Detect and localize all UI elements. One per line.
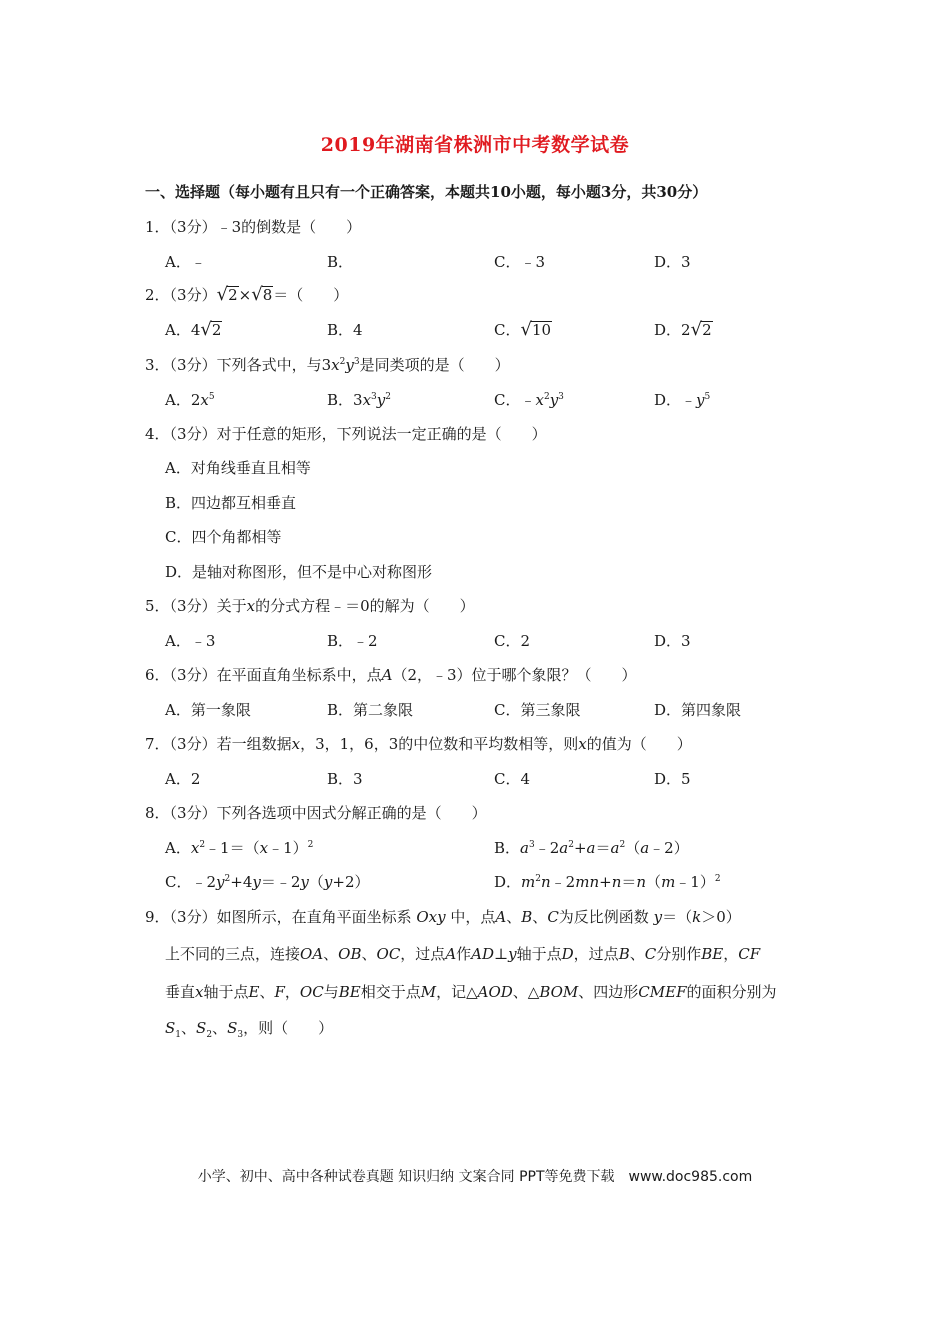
question-4-stem: 4．（3分）对于任意的矩形，下列说法一定正确的是（ ）: [145, 425, 547, 443]
q2-option-c: C．√10: [494, 319, 552, 340]
sqrt-symbol: √: [251, 284, 263, 305]
q2-equals: ＝（ ）: [273, 286, 349, 304]
question-2-stem: [145, 284, 348, 305]
q1-option-b: B．: [327, 253, 354, 271]
q5-option-a: A．﹣3: [165, 632, 216, 650]
q1-option-c: C．﹣3: [494, 253, 546, 271]
footer-text: 小学、初中、高中各种试卷真题 知识归纳 文案合同 PPT等免费下载 www.doc985.com: [197, 1169, 753, 1185]
question-7-stem: 7．（3分）若一组数据x，3，1，6，3的中位数和平均数相等，则x的值为（ ）: [145, 735, 692, 753]
question-5-stem: 5．（3分）关于x的分式方程﹣＝0的解为（ ）: [145, 597, 475, 615]
page-title: 2019年湖南省株洲市中考数学试卷: [320, 134, 630, 156]
q2-radicand-2: 8: [262, 286, 273, 304]
q8-option-b: B．$a^3﹣2a^2+a=a^2(a﹣2)$: [494, 839, 689, 857]
question-9-line-4: $S_1$、$S_2$、$S_3$，则（ ）: [165, 1019, 334, 1040]
q7-option-a: A．2: [165, 770, 201, 788]
question-8-stem: 8．（3分）下列各选项中因式分解正确的是（ ）: [145, 804, 487, 822]
question-9-line-2: 上不同的三点，连接OA、OB、OC，过点A作AD⊥y轴于点D，过点B、C分别作BE，CF: [165, 945, 761, 963]
q6-option-d: D．第四象限: [654, 701, 742, 719]
q4-option-c: C．四个角都相等: [165, 528, 282, 546]
q8-option-a: A．$x^2﹣1=(x﹣1)^2$: [165, 839, 314, 857]
question-9-line-3: 垂直x轴于点E、F，OC与BE相交于点M，记△AOD、△BOM、四边形CMEF的面积分别为: [165, 983, 777, 1001]
q5-option-b: B．﹣2: [327, 632, 378, 650]
q2-radicand-1: 2: [228, 286, 238, 304]
q1-option-a: A．﹣: [165, 253, 206, 271]
q5-option-c: C．2: [494, 632, 531, 650]
question-1-stem: 1．（3分）﹣3的倒数是（ ）: [145, 218, 362, 236]
q4-option-a: A．对角线垂直且相等: [165, 459, 311, 477]
q4-option-d: D．是轴对称图形，但不是中心对称图形: [165, 563, 433, 581]
q7-option-d: D．5: [654, 770, 691, 788]
q6-option-a: A．第一象限: [165, 701, 251, 719]
section-heading: 一、选择题（每小题有且只有一个正确答案，本题共10小题，每小题3分，共30分）: [145, 183, 708, 201]
sqrt-symbol: √: [216, 284, 229, 305]
q3-option-b: B．$3x^3y^2$: [327, 391, 391, 409]
q8-option-c: C．$﹣2y^2+4y=﹣2y(y+2)$: [165, 873, 370, 891]
q3-option-d: D．$﹣y^5$: [654, 391, 711, 409]
question-3-stem: 3．（3分）下列各式中，与$3x^2y^3$是同类项的是（ ）: [145, 356, 510, 374]
q6-option-c: C．第三象限: [494, 701, 581, 719]
q2-option-d: D．2√2: [654, 319, 712, 340]
times-symbol: ×: [238, 286, 252, 304]
q3-option-a: A．$2x^5$: [165, 391, 215, 409]
q2-number: 2．（3分）: [145, 286, 217, 304]
question-9-line-1: 9．（3分）如图所示，在直角平面坐标系 Oxy 中，点A、B、C为反比例函数 y＝（k＞0）: [145, 908, 741, 926]
q4-option-b: B．四边都互相垂直: [165, 494, 297, 512]
q7-option-c: C．4: [494, 770, 531, 788]
q6-option-b: B．第二象限: [327, 701, 414, 719]
q2-option-a: A．4√2: [165, 319, 222, 340]
question-6-stem: 6．（3分）在平面直角坐标系中，点A（2，﹣3）位于哪个象限？（ ）: [145, 666, 637, 684]
q7-option-b: B．3: [327, 770, 363, 788]
q1-option-d: D．3: [654, 253, 691, 271]
q3-option-c: C．$﹣x^2y^3$: [494, 391, 564, 409]
q2-option-b: B．4: [327, 321, 363, 339]
q8-option-d: D．$m^2n﹣2mn+n=n(m﹣1)^2$: [494, 873, 721, 891]
q5-option-d: D．3: [654, 632, 691, 650]
